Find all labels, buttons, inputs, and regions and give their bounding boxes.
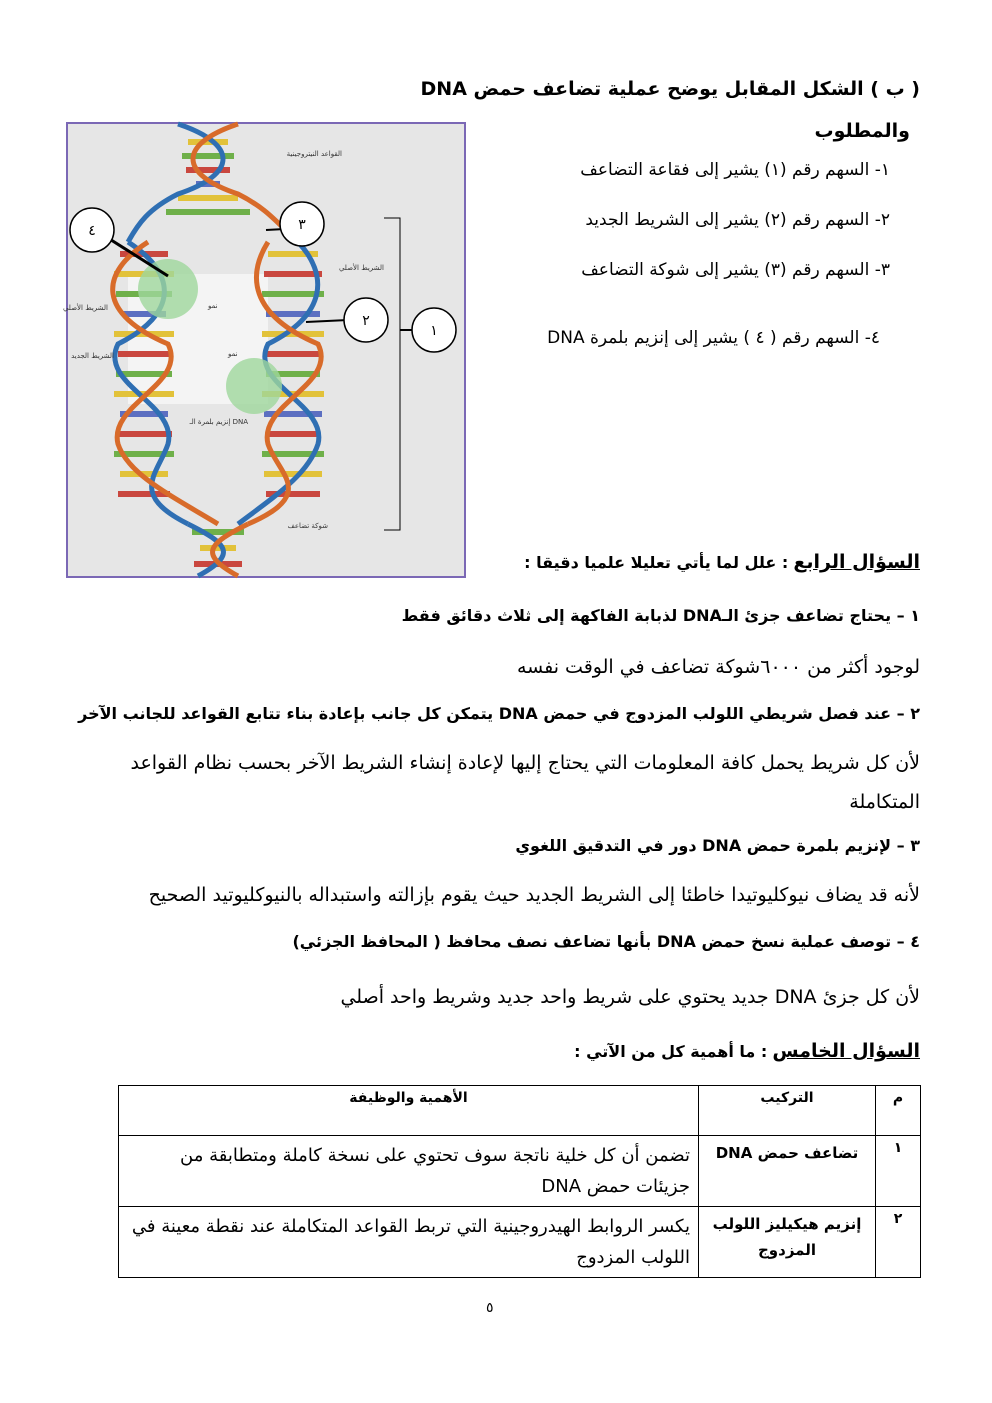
q4-answer-1: لوجود أكثر من ٦٠٠٠شوكة تضاعف في الوقت نفسه [516, 656, 920, 678]
q5-header [60, 1040, 920, 1062]
label-nitrogen-bases: القواعد النيتروجينية [286, 150, 342, 158]
importance-table [118, 1085, 921, 1278]
label-original-strand-right: الشريط الأصلي [338, 264, 384, 272]
header-structure: التركيب [699, 1086, 876, 1136]
row2-structure: إنزيم هيكيليز اللولب المزدوج [699, 1207, 876, 1278]
marker-2: ٢ [362, 313, 370, 329]
table-header-row [119, 1086, 921, 1136]
q4-header [60, 551, 920, 573]
header-function: الأهمية والوظيفة [119, 1086, 699, 1136]
row1-number: ١ [876, 1136, 921, 1207]
label-growth-1: نمو [208, 302, 218, 310]
table-row [119, 1207, 921, 1278]
q4-question-2: ٢ – عند فصل شريطي اللولب المزدوج في حمض DNA يتمكن كل جانب بإعادة بناء تتابع القواعد للجانب الآخر [78, 704, 920, 723]
marker-3: ٣ [298, 217, 306, 233]
q4-question-3: ٣ – لإنزيم بلمرة حمض DNA دور في التدقيق اللغوي [515, 836, 920, 855]
header-number: م [876, 1086, 921, 1136]
label-polymerase: إنزيم بلمرة الـ DNA [189, 418, 248, 426]
table-row [119, 1136, 921, 1207]
label-growth-2: نمو [228, 350, 238, 358]
q5-title: السؤال الخامس [772, 1040, 920, 1062]
part-b-item-1: ١- السهم رقم (١) يشير إلى فقاعة التضاعف [580, 160, 890, 180]
q4-question-1: ١ – يحتاج تضاعف جزئ الـDNA لذبابة الفاكهة إلى ثلاث دقائق فقط [401, 606, 920, 625]
figure-markers [60, 190, 470, 370]
part-b-item-4: ٤- السهم رقم ( ٤ ) يشير إلى إنزيم بلمرة DNA [547, 328, 880, 348]
part-b-subtitle: والمطلوب [814, 120, 910, 142]
label-original-strand-left: الشريط الأصلي [62, 304, 108, 312]
row2-number: ٢ [876, 1207, 921, 1278]
q4-title: السؤال الرابع [793, 551, 920, 573]
q5-instruction: : ما أهمية كل من الآتي : [574, 1042, 768, 1061]
q4-answer-2: لأن كل شريط يحمل كافة المعلومات التي يحتاج إليها لإعادة إنشاء الشريط الآخر بحسب نظام القواعد المتكاملة [130, 752, 920, 813]
label-new-strand: الشريط الجديد [71, 352, 114, 360]
page-number: ٥ [486, 1300, 494, 1316]
marker-4: ٤ [88, 223, 96, 239]
row1-structure: تضاعف حمض DNA [699, 1136, 876, 1207]
part-b-title: ( ب ) الشكل المقابل يوضح عملية تضاعف حمض DNA [420, 78, 920, 100]
q4-question-4: ٤ – توصف عملية نسخ حمض DNA بأنها تضاعف نصف محافظ ( المحافظ الجزئي) [292, 932, 920, 951]
part-b-item-3: ٣- السهم رقم (٣) يشير إلى شوكة التضاعف [581, 260, 890, 280]
q4-instruction: : علل لما يأتي تعليلا علميا دقيقا : [524, 553, 789, 572]
q4-answer-3: لأنه قد يضاف نيوكليوتيدا خاطئا إلى الشريط الجديد حيث يقوم بإزالته واستبداله بالنيوكليوتيد الصحيح [148, 884, 920, 906]
q4-answer-4: لأن كل جزئ DNA جديد يحتوي على شريط واحد جديد وشريط واحد أصلي [340, 986, 920, 1008]
part-b-item-2: ٢- السهم رقم (٢) يشير إلى الشريط الجديد [585, 210, 890, 230]
row2-function: يكسر الروابط الهيدروجينية التي تربط القواعد المتكاملة عند نقطة معينة في اللولب المزدوج [119, 1207, 699, 1278]
marker-1: ١ [430, 323, 438, 339]
row1-function: تضمن أن كل خلية ناتجة سوف تحتوي على نسخة كاملة ومتطابقة من جزيئات حمض DNA [119, 1136, 699, 1207]
label-fork: شوكة تضاعف [287, 522, 328, 530]
